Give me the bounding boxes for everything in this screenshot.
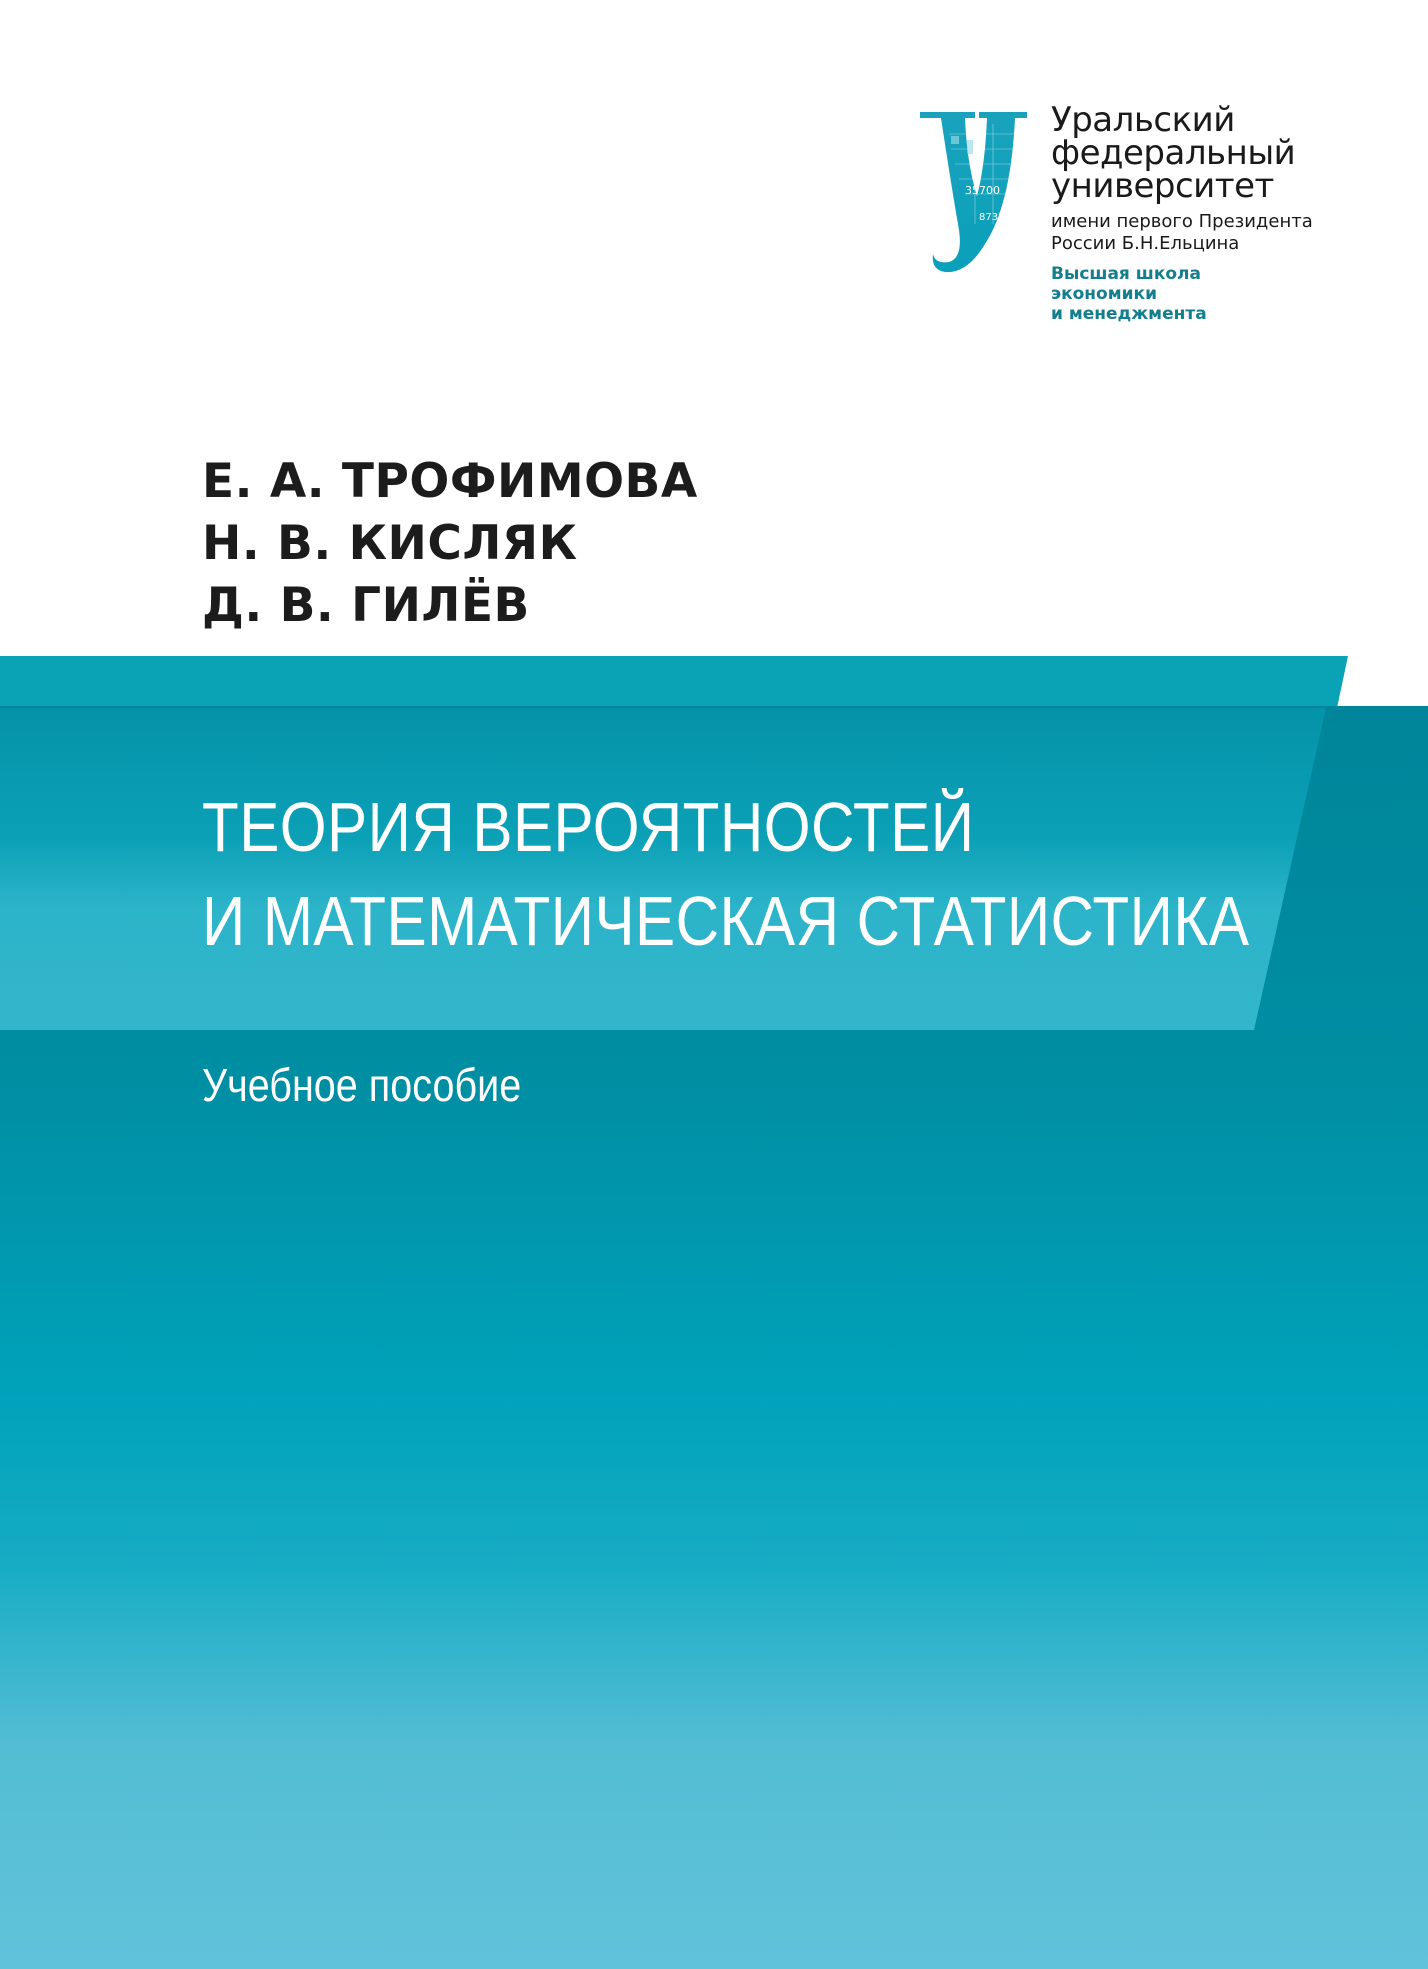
university-name-line: университет — [1051, 166, 1274, 206]
logo-text — [1051, 100, 1313, 324]
named-after-line: имени первого Президента — [1051, 211, 1313, 232]
author-name: Д. В. ГИЛЁВ — [202, 578, 530, 633]
school-name-line: Высшая школа — [1051, 264, 1201, 284]
book-title-line: ТЕОРИЯ ВЕРОЯТНОСТЕЙ — [202, 788, 975, 866]
book-title-line: И МАТЕМАТИЧЕСКАЯ СТАТИСТИКА — [202, 882, 1250, 960]
emblem-number-1: 35700 — [965, 184, 1000, 197]
ural-university-u-emblem-icon — [915, 104, 1035, 274]
university-logo — [915, 100, 1345, 354]
school-name-line: экономики — [1051, 284, 1157, 304]
university-name-line: Уральский — [1051, 100, 1235, 140]
book-title — [202, 780, 1420, 968]
emblem-number-2: 8732 — [979, 212, 1005, 223]
top-accent-strip — [0, 656, 1348, 708]
school-name-line: и менеджмента — [1051, 304, 1207, 324]
author-name: Е. А. ТРОФИМОВА — [202, 454, 698, 509]
authors-list — [202, 451, 698, 637]
university-name-line: федеральный — [1051, 133, 1296, 173]
book-subtitle: Учебное пособие — [202, 1059, 522, 1111]
named-after-line: России Б.Н.Ельцина — [1051, 233, 1240, 254]
author-name: Н. В. КИСЛЯК — [202, 516, 578, 571]
